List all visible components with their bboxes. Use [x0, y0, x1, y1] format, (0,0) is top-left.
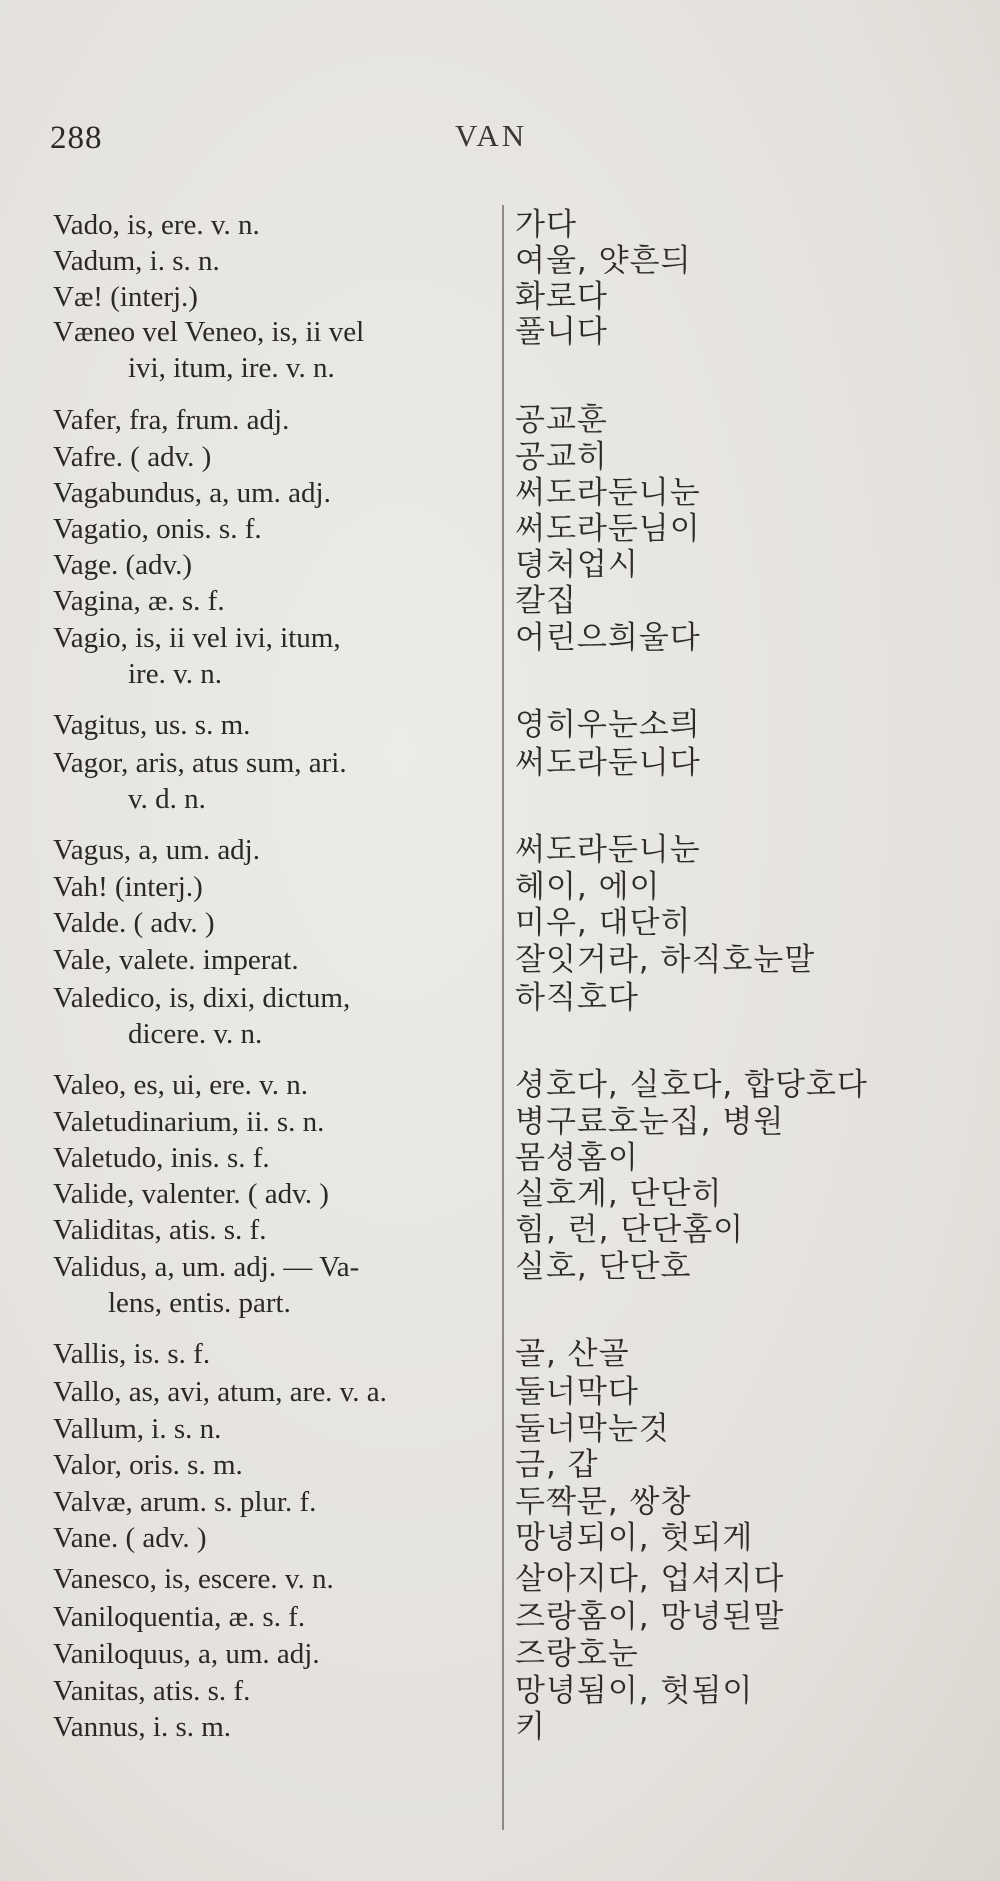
latin-headword: Vafer, fra, frum. adj. [53, 404, 290, 436]
latin-headword: Vah! (interj.) [53, 871, 203, 903]
korean-gloss: 병구료호눈집, 병원 [515, 1104, 785, 1140]
page-number: 288 [50, 120, 103, 156]
korean-gloss: 두짝문, 쌍창 [515, 1484, 692, 1520]
latin-headword: Valetudo, inis. s. f. [53, 1142, 270, 1174]
latin-headword: Vagina, æ. s. f. [53, 585, 225, 617]
latin-headword: Vane. ( adv. ) [53, 1522, 207, 1554]
latin-continuation: lens, entis. part. [108, 1287, 291, 1319]
latin-headword: Væneo vel Veneo, is, ii vel ivi, itum, ire. v. n. [53, 314, 493, 386]
latin-continuation: ivi, itum, ire. v. n. [128, 352, 335, 384]
latin-headword: Vagabundus, a, um. adj. [53, 477, 331, 509]
korean-gloss: 어린으희울다 [515, 620, 701, 656]
korean-gloss: 힘, 런, 단단홈이 [515, 1212, 745, 1248]
korean-gloss: 즈랑호눈 [515, 1636, 639, 1672]
latin-headword: Vadum, i. s. n. [53, 245, 220, 277]
latin-headword: Vale, valete. imperat. [53, 944, 299, 976]
latin-continuation: ire. v. n. [128, 658, 222, 690]
korean-gloss: 써도라둔니눈 [515, 832, 701, 868]
latin-headword: Vage. (adv.) [53, 549, 193, 581]
latin-headword: Valedico, is, dixi, dictum, dicere. v. n. [53, 980, 493, 1052]
korean-gloss: 실호게, 단단히 [515, 1176, 723, 1212]
korean-gloss: 키 [515, 1709, 546, 1745]
latin-headword: Væ! (interj.) [53, 281, 198, 313]
latin-continuation: v. d. n. [128, 783, 206, 815]
korean-gloss: 몸셩홈이 [515, 1140, 639, 1176]
korean-gloss: 망녕됨이, 헛됨이 [515, 1673, 754, 1709]
latin-headword: Valetudinarium, ii. s. n. [53, 1106, 325, 1138]
latin-headword: Vallo, as, avi, atum, are. v. a. [53, 1376, 387, 1408]
latin-headword: Vagio, is, ii vel ivi, itum, ire. v. n. [53, 620, 493, 692]
korean-gloss: 공교훈 [515, 402, 608, 438]
korean-gloss: 셩호다, 실호다, 합당호다 [515, 1067, 868, 1103]
korean-gloss: 헤이, 에이 [515, 869, 661, 905]
latin-headword: Validitas, atis. s. f. [53, 1214, 267, 1246]
latin-headword: Valvæ, arum. s. plur. f. [53, 1486, 317, 1518]
running-head: VAN [455, 118, 528, 153]
latin-headword: Valor, oris. s. m. [53, 1449, 243, 1481]
korean-gloss: 영히우눈소릐 [515, 707, 701, 743]
korean-gloss: 실호, 단단호 [515, 1249, 692, 1285]
korean-gloss: 칼집 [515, 583, 577, 619]
korean-gloss: 망녕되이, 헛되게 [515, 1520, 754, 1556]
korean-gloss: 뎡처업시 [515, 547, 639, 583]
korean-gloss: 둘너막눈것 [515, 1411, 670, 1447]
korean-gloss: 가다 [515, 207, 577, 243]
latin-headword: Vallum, i. s. n. [53, 1413, 222, 1445]
latin-continuation: dicere. v. n. [128, 1018, 263, 1050]
korean-gloss: 살아지다, 업셔지다 [515, 1561, 785, 1597]
korean-gloss: 즈랑홈이, 망녕된말 [515, 1599, 785, 1635]
latin-headword: Vagor, aris, atus sum, ari. v. d. n. [53, 745, 493, 817]
korean-gloss: 골, 산골 [515, 1336, 630, 1372]
korean-gloss: 써도라둔님이 [515, 511, 701, 547]
latin-headword: Vaniloquentia, æ. s. f. [53, 1601, 306, 1633]
latin-headword: Vallis, is. s. f. [53, 1338, 211, 1370]
korean-gloss: 여울, 얏흔듸 [515, 243, 692, 279]
korean-gloss: 화로다 [515, 279, 608, 315]
latin-headword: Vannus, i. s. m. [53, 1711, 232, 1743]
korean-gloss: 잘잇거라, 하직호눈말 [515, 942, 816, 978]
latin-headword: Vagus, a, um. adj. [53, 834, 260, 866]
latin-headword: Validus, a, um. adj. — Va- lens, entis. part. [53, 1249, 493, 1321]
latin-headword: Vaniloquus, a, um. adj. [53, 1638, 320, 1670]
korean-gloss: 써도라둔니다 [515, 745, 701, 781]
korean-gloss: 금, 갑 [515, 1447, 599, 1483]
korean-gloss: 미우, 대단히 [515, 905, 692, 941]
latin-headword: Vagatio, onis. s. f. [53, 513, 262, 545]
korean-gloss: 하직호다 [515, 980, 639, 1016]
column-divider [502, 205, 504, 1830]
korean-gloss: 써도라둔니눈 [515, 475, 701, 511]
korean-gloss: 공교히 [515, 439, 608, 475]
latin-headword: Vanesco, is, escere. v. n. [53, 1563, 334, 1595]
korean-gloss: 풀니다 [515, 314, 608, 350]
latin-headword: Vagitus, us. s. m. [53, 709, 251, 741]
latin-headword: Vanitas, atis. s. f. [53, 1675, 251, 1707]
latin-headword: Valide, valenter. ( adv. ) [53, 1178, 329, 1210]
latin-headword: Vado, is, ere. v. n. [53, 209, 260, 241]
korean-gloss: 둘너막다 [515, 1374, 639, 1410]
latin-headword: Valde. ( adv. ) [53, 907, 215, 939]
latin-headword: Valeo, es, ui, ere. v. n. [53, 1069, 309, 1101]
latin-headword: Vafre. ( adv. ) [53, 441, 212, 473]
